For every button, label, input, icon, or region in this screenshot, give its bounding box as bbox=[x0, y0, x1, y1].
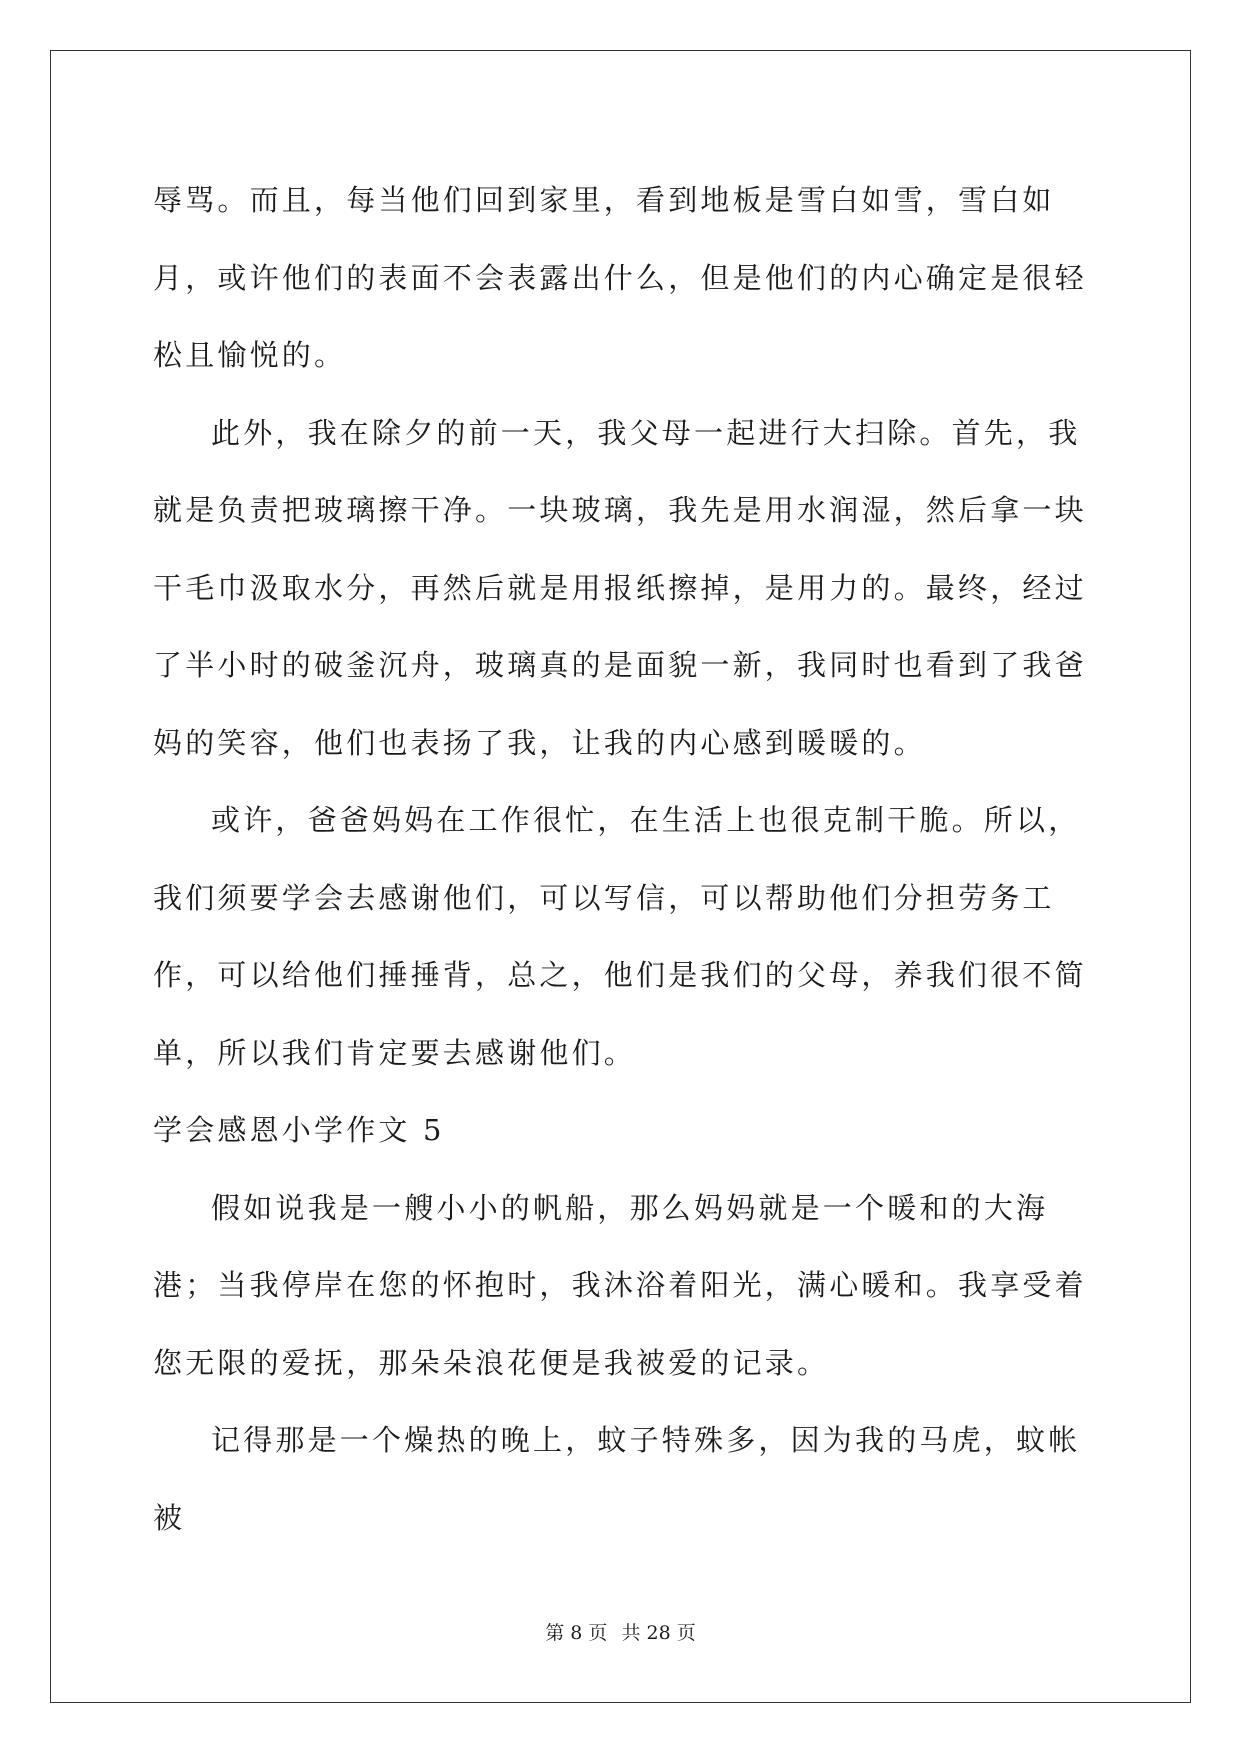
total-pages: 共 28 页 bbox=[621, 1622, 696, 1644]
paragraph: 或许，爸爸妈妈在工作很忙，在生活上也很克制干脆。所以，我们须要学会去感谢他们，可以写信，可以帮助他们分担劳务工作，可以给他们捶捶背，总之，他们是我们的父母，养我们很不简单，所以我们肯定要去感谢他们。 bbox=[153, 803, 1087, 1070]
page-footer bbox=[0, 1618, 1241, 1645]
paragraph: 记得那是一个燥热的晚上，蚊子特殊多，因为我的马虎，蚊帐被 bbox=[153, 1423, 1081, 1535]
paragraph: 此外，我在除夕的前一天，我父母一起进行大扫除。首先，我就是负责把玻璃擦干净。一块玻璃，我先是用水润湿，然后拿一块干毛巾汲取水分，再然后就是用报纸擦掉，是用力的。最终，经过了半小时的破釜沉舟，玻璃真的是面貌一新，我同时也看到了我爸妈的笑容，他们也表扬了我，让我的内心感到暖暖的。 bbox=[153, 415, 1087, 760]
paragraph: 辱骂。而且，每当他们回到家里，看到地板是雪白如雪，雪白如月，或许他们的表面不会表露出什么，但是他们的内心确定是很轻松且愉悦的。 bbox=[153, 183, 1087, 372]
page-number: 第 8 页 bbox=[545, 1622, 608, 1644]
paragraph: 假如说我是一艘小小的帆船，那么妈妈就是一个暖和的大海港；当我停岸在您的怀抱时，我沐浴着阳光，满心暖和。我享受着您无限的爱抚，那朵朵浪花便是我被爱的记录。 bbox=[153, 1190, 1087, 1380]
document-body bbox=[153, 162, 1105, 1557]
section-title: 学会感恩小学作文 5 bbox=[153, 1113, 445, 1147]
